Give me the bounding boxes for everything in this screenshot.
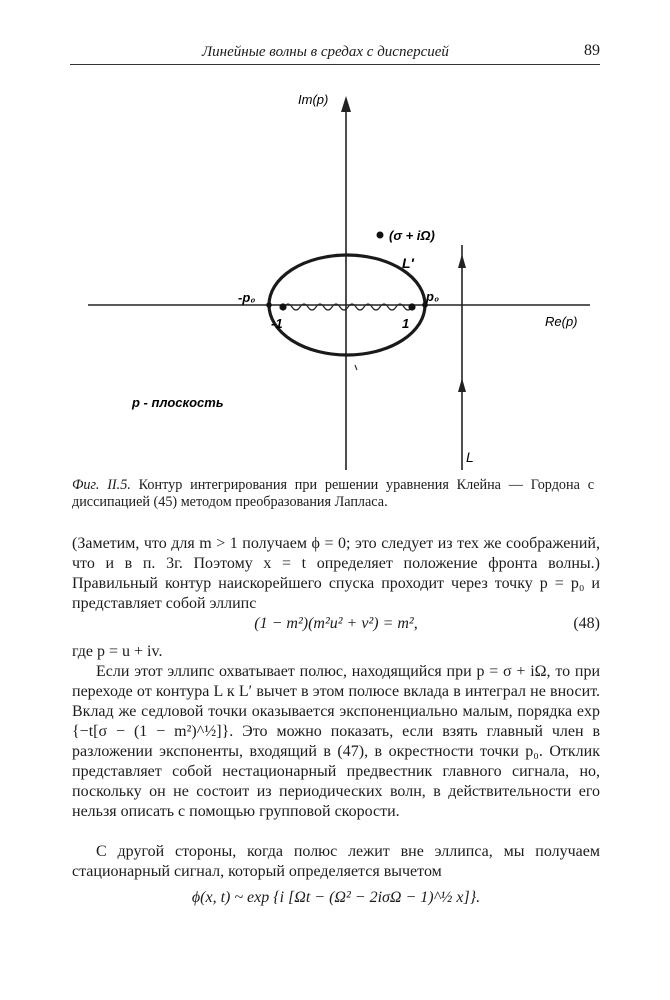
paragraph-1: (Заметим, что для m > 1 получаем ϕ = 0; это следует из тех же соображений, что и в п. 3г. Поэтому x = t определяет положение фронта волны.) Правильный контур наискорейшего спуска проходит через точку p = p₀ и представляет собой эллипс xyxy=(72,535,600,612)
running-title: Линейные волны в средах с дисперсией xyxy=(202,44,449,60)
im-axis-label: Im(p) xyxy=(298,92,329,107)
branch-point-minus-one xyxy=(279,303,286,310)
caption-text: Контур интегрирования при решении уравнения Клейна — Гордона с диссипацией (45) методом преобразования Лапласа. xyxy=(72,477,595,510)
pole-label: (σ + iΩ) xyxy=(389,228,435,243)
equation-48-expr: (1 − m²)(m²u² + v²) = m², xyxy=(254,615,418,632)
contour-arrow-upper xyxy=(458,254,466,268)
p0-label: p₀ xyxy=(426,289,440,304)
paragraph-3: Если этот эллипс охватывает полюс, находящийся при p = σ + iΩ, то при переходе от контура L к L′ вычет в этом полюсе вклада в интеграл не вносит. Вклад же седловой точки оказывается экспоненциально малым, порядка exp {−t[σ − (1 − m²)^½]}. Это можно показать, если взять главный член в разложении экспоненты, входящий в (47), в окрестности точки p₀. Отклик представляет собой нестационарный предвестник главного сигнала, но, поскольку он не состоит из периодических волн, в действительности его нельзя описать с помощью групповой скорости. xyxy=(72,663,600,820)
figure-caption xyxy=(72,477,594,511)
equation-48-number: (48) xyxy=(573,615,600,632)
caption-label: Фиг. II.5. xyxy=(72,477,131,493)
paragraph-2: где p = u + iv. xyxy=(72,643,163,660)
contour-arrow-lower xyxy=(458,378,466,392)
equation-48 xyxy=(72,614,600,634)
one-label: 1 xyxy=(402,316,410,331)
re-axis-label: Re(p) xyxy=(545,314,578,329)
branch-point-one xyxy=(408,303,415,310)
l-label: L xyxy=(466,449,474,465)
minus-p0-label: -p₀ xyxy=(238,290,256,305)
tick-mark xyxy=(355,365,357,370)
paragraph-4: С другой стороны, когда полюс лежит вне эллипса, мы получаем стационарный сигнал, который определяется вычетом xyxy=(72,843,600,880)
plane-label: p - плоскость xyxy=(132,395,224,410)
equation-final-expr: ϕ(x, t) ~ exp {i [Ωt − (Ω² − 2iσΩ − 1)^½ x]}. xyxy=(191,889,481,906)
pole-dot xyxy=(377,232,384,239)
l-prime-label: L′ xyxy=(402,255,414,271)
page-number: 89 xyxy=(584,42,600,59)
equation-final xyxy=(72,888,600,908)
minus-one-label: -1 xyxy=(271,316,283,331)
page-header xyxy=(70,36,600,65)
imaginary-axis-arrow xyxy=(341,96,351,112)
contour-figure xyxy=(0,70,670,475)
saddle-point-minus-p0 xyxy=(266,302,272,308)
